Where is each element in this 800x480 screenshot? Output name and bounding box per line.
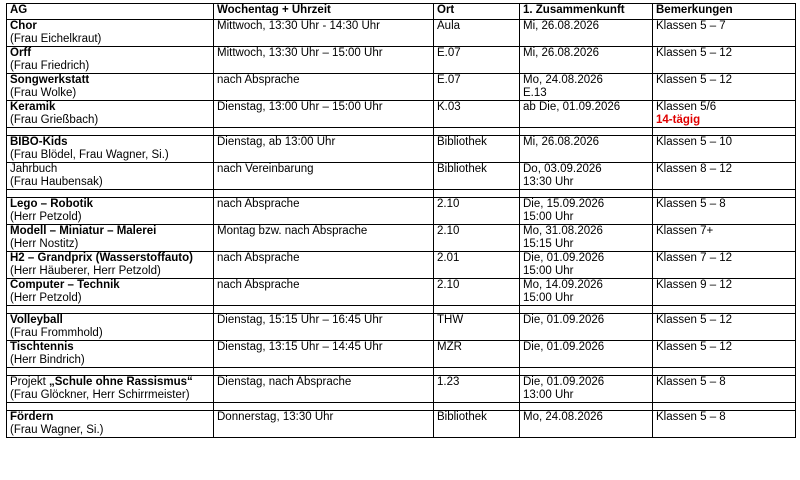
ag-cell	[7, 411, 214, 438]
ag-leader: (Frau Friedrich)	[10, 60, 90, 72]
ag-leader: (Herr Bindrich)	[10, 354, 85, 366]
header-place: Ort	[434, 4, 520, 20]
first-meeting-date: Die, 15.09.2026	[523, 198, 605, 210]
table-row	[7, 411, 796, 438]
table-row	[7, 314, 796, 341]
place-cell: 1.23	[434, 376, 520, 403]
first-meeting-cell	[520, 411, 653, 438]
ag-cell	[7, 279, 214, 306]
table-row	[7, 101, 796, 128]
table-body	[7, 20, 796, 438]
ag-cell	[7, 314, 214, 341]
place-cell: 2.10	[434, 225, 520, 252]
remarks-text: Klassen 7 – 12	[656, 252, 733, 264]
place-cell: THW	[434, 314, 520, 341]
time-cell: nach Absprache	[214, 279, 434, 306]
remarks-cell	[653, 101, 796, 128]
spacer-cell	[520, 403, 653, 411]
place-cell: MZR	[434, 341, 520, 368]
remarks-cell	[653, 341, 796, 368]
ag-cell	[7, 341, 214, 368]
remarks-cell	[653, 198, 796, 225]
time-cell: Dienstag, 13:00 Uhr – 15:00 Uhr	[214, 101, 434, 128]
header-ag: AG	[7, 4, 214, 20]
remarks-cell	[653, 314, 796, 341]
ag-leader: (Herr Nostitz)	[10, 238, 79, 250]
ag-name: Volleyball	[10, 314, 63, 326]
place-cell: 2.01	[434, 252, 520, 279]
remarks-text: Klassen 5 – 8	[656, 376, 726, 388]
first-meeting-extra: 13:30 Uhr	[523, 176, 574, 188]
table-header	[7, 4, 796, 20]
first-meeting-extra: 15:00 Uhr	[523, 265, 574, 277]
spacer-cell	[7, 128, 214, 136]
remarks-text: Klassen 5 – 7	[656, 20, 726, 32]
spacer-cell	[653, 368, 796, 376]
place-cell: E.07	[434, 74, 520, 101]
remarks-cell	[653, 376, 796, 403]
spacer-cell	[520, 128, 653, 136]
ag-name: Chor	[10, 20, 37, 32]
table-row	[7, 279, 796, 306]
remarks-text: Klassen 5/6	[656, 101, 717, 113]
remarks-cell	[653, 47, 796, 74]
ag-cell	[7, 74, 214, 101]
ag-cell	[7, 225, 214, 252]
ag-name: Modell – Miniatur – Malerei	[10, 225, 157, 237]
ag-name: Keramik	[10, 101, 56, 113]
place-cell: Bibliothek	[434, 163, 520, 190]
time-cell: Dienstag, 13:15 Uhr – 14:45 Uhr	[214, 341, 434, 368]
ag-name: H2 – Grandprix (Wasserstoffauto)	[10, 252, 193, 264]
first-meeting-extra: E.13	[523, 87, 547, 99]
ag-leader: (Frau Frommhold)	[10, 327, 103, 339]
ag-leader: (Frau Glöckner, Herr Schirrmeister)	[10, 389, 190, 401]
ag-cell	[7, 252, 214, 279]
spacer-cell	[434, 403, 520, 411]
remarks-text: Klassen 5 – 10	[656, 136, 733, 148]
first-meeting-extra: 15:15 Uhr	[523, 238, 574, 250]
ag-name: Computer – Technik	[10, 279, 120, 291]
place-cell: K.03	[434, 101, 520, 128]
ag-name-bold: „Schule ohne Rassismus“	[49, 376, 193, 388]
table-row	[7, 163, 796, 190]
remarks-text: Klassen 5 – 8	[656, 198, 726, 210]
first-meeting-date: ab Die, 01.09.2026	[523, 101, 621, 113]
ag-leader: (Herr Häuberer, Herr Petzold)	[10, 265, 161, 277]
ag-name: Fördern	[10, 411, 54, 423]
spacer-cell	[520, 190, 653, 198]
place-cell: Aula	[434, 20, 520, 47]
first-meeting-extra: 15:00 Uhr	[523, 292, 574, 304]
ag-name	[10, 376, 210, 389]
first-meeting-cell	[520, 225, 653, 252]
first-meeting-cell	[520, 279, 653, 306]
spacer-cell	[520, 306, 653, 314]
time-cell: nach Absprache	[214, 74, 434, 101]
first-meeting-cell	[520, 198, 653, 225]
ag-name: Songwerkstatt	[10, 74, 90, 86]
ag-cell	[7, 101, 214, 128]
spacer-cell	[7, 403, 214, 411]
first-meeting-cell	[520, 74, 653, 101]
first-meeting-cell	[520, 163, 653, 190]
remarks-text: Klassen 8 – 12	[656, 163, 733, 175]
time-cell: Montag bzw. nach Absprache	[214, 225, 434, 252]
time-cell: Dienstag, 15:15 Uhr – 16:45 Uhr	[214, 314, 434, 341]
table-row	[7, 341, 796, 368]
first-meeting-date: Mo, 24.08.2026	[523, 411, 603, 423]
spacer-cell	[434, 306, 520, 314]
remarks-cell	[653, 252, 796, 279]
spacer-cell	[214, 306, 434, 314]
ag-cell	[7, 47, 214, 74]
spacer-cell	[214, 368, 434, 376]
table-row	[7, 225, 796, 252]
time-cell: nach Absprache	[214, 252, 434, 279]
spacer-cell	[434, 128, 520, 136]
remarks-text: Klassen 5 – 8	[656, 411, 726, 423]
place-cell: Bibliothek	[434, 411, 520, 438]
table-row	[7, 20, 796, 47]
ag-name: Jahrbuch	[10, 163, 58, 175]
remarks-cell	[653, 411, 796, 438]
spacer-cell	[653, 128, 796, 136]
remarks-cell	[653, 163, 796, 190]
spacer-cell	[214, 190, 434, 198]
first-meeting-date: Mo, 24.08.2026	[523, 74, 603, 86]
spacer-row	[7, 368, 796, 376]
first-meeting-cell	[520, 47, 653, 74]
first-meeting-cell	[520, 341, 653, 368]
place-cell: E.07	[434, 47, 520, 74]
ag-name-prefix: Projekt	[10, 376, 49, 388]
spacer-row	[7, 403, 796, 411]
ag-leader: (Herr Petzold)	[10, 211, 82, 223]
table-row	[7, 47, 796, 74]
header-first-meeting: 1. Zusammenkunft	[520, 4, 653, 20]
first-meeting-date: Mi, 26.08.2026	[523, 136, 600, 148]
spacer-cell	[214, 128, 434, 136]
first-meeting-date: Mi, 26.08.2026	[523, 47, 600, 59]
first-meeting-date: Die, 01.09.2026	[523, 314, 605, 326]
spacer-cell	[653, 306, 796, 314]
spacer-row	[7, 128, 796, 136]
remarks-cell	[653, 74, 796, 101]
remarks-text: Klassen 9 – 12	[656, 279, 733, 291]
spacer-cell	[434, 190, 520, 198]
first-meeting-cell	[520, 136, 653, 163]
ag-leader: (Herr Petzold)	[10, 292, 82, 304]
ag-leader: (Frau Grießbach)	[10, 114, 99, 126]
ag-leader: (Frau Haubensak)	[10, 176, 103, 188]
ag-leader: (Frau Blödel, Frau Wagner, Si.)	[10, 149, 169, 161]
remarks-note: 14-tägig	[656, 114, 701, 126]
first-meeting-date: Mi, 26.08.2026	[523, 20, 600, 32]
table-row	[7, 198, 796, 225]
spacer-cell	[7, 368, 214, 376]
ag-name: Orff	[10, 47, 32, 59]
header-remarks: Bemerkungen	[653, 4, 796, 20]
first-meeting-date: Mo, 14.09.2026	[523, 279, 603, 291]
remarks-text: Klassen 7+	[656, 225, 714, 237]
remarks-cell	[653, 136, 796, 163]
ag-name: Tischtennis	[10, 341, 74, 353]
first-meeting-date: Do, 03.09.2026	[523, 163, 602, 175]
spacer-cell	[434, 368, 520, 376]
ag-leader: (Frau Eichelkraut)	[10, 33, 102, 45]
ag-cell	[7, 198, 214, 225]
place-cell: 2.10	[434, 198, 520, 225]
first-meeting-date: Die, 01.09.2026	[523, 376, 605, 388]
first-meeting-cell	[520, 314, 653, 341]
first-meeting-cell	[520, 20, 653, 47]
remarks-cell	[653, 279, 796, 306]
spacer-cell	[214, 403, 434, 411]
spacer-cell	[7, 190, 214, 198]
spacer-row	[7, 190, 796, 198]
ag-leader: (Frau Wagner, Si.)	[10, 424, 104, 436]
ag-cell	[7, 136, 214, 163]
spacer-cell	[653, 190, 796, 198]
time-cell: nach Vereinbarung	[214, 163, 434, 190]
ag-name: Lego – Robotik	[10, 198, 94, 210]
time-cell: Donnerstag, 13:30 Uhr	[214, 411, 434, 438]
place-cell: 2.10	[434, 279, 520, 306]
time-cell: Dienstag, nach Absprache	[214, 376, 434, 403]
header-row	[7, 4, 796, 20]
ag-name: BIBO-Kids	[10, 136, 68, 148]
ag-cell	[7, 163, 214, 190]
spacer-cell	[653, 403, 796, 411]
table-row	[7, 74, 796, 101]
ag-cell	[7, 20, 214, 47]
table-row	[7, 136, 796, 163]
time-cell: Dienstag, ab 13:00 Uhr	[214, 136, 434, 163]
first-meeting-date: Die, 01.09.2026	[523, 341, 605, 353]
header-time: Wochentag + Uhrzeit	[214, 4, 434, 20]
spacer-cell	[7, 306, 214, 314]
first-meeting-cell	[520, 376, 653, 403]
first-meeting-extra: 15:00 Uhr	[523, 211, 574, 223]
time-cell: Mittwoch, 13:30 Uhr - 14:30 Uhr	[214, 20, 434, 47]
spacer-cell	[520, 368, 653, 376]
remarks-cell	[653, 225, 796, 252]
first-meeting-cell	[520, 252, 653, 279]
table-row	[7, 376, 796, 403]
first-meeting-date: Die, 01.09.2026	[523, 252, 605, 264]
time-cell: nach Absprache	[214, 198, 434, 225]
remarks-text: Klassen 5 – 12	[656, 314, 733, 326]
remarks-text: Klassen 5 – 12	[656, 341, 733, 353]
time-cell: Mittwoch, 13:30 Uhr – 15:00 Uhr	[214, 47, 434, 74]
remarks-text: Klassen 5 – 12	[656, 47, 733, 59]
remarks-cell	[653, 20, 796, 47]
ag-schedule-table	[6, 3, 796, 438]
first-meeting-cell	[520, 101, 653, 128]
spacer-row	[7, 306, 796, 314]
first-meeting-extra: 13:00 Uhr	[523, 389, 574, 401]
remarks-text: Klassen 5 – 12	[656, 74, 733, 86]
place-cell: Bibliothek	[434, 136, 520, 163]
table-row	[7, 252, 796, 279]
first-meeting-date: Mo, 31.08.2026	[523, 225, 603, 237]
ag-cell	[7, 376, 214, 403]
ag-leader: (Frau Wolke)	[10, 87, 77, 99]
